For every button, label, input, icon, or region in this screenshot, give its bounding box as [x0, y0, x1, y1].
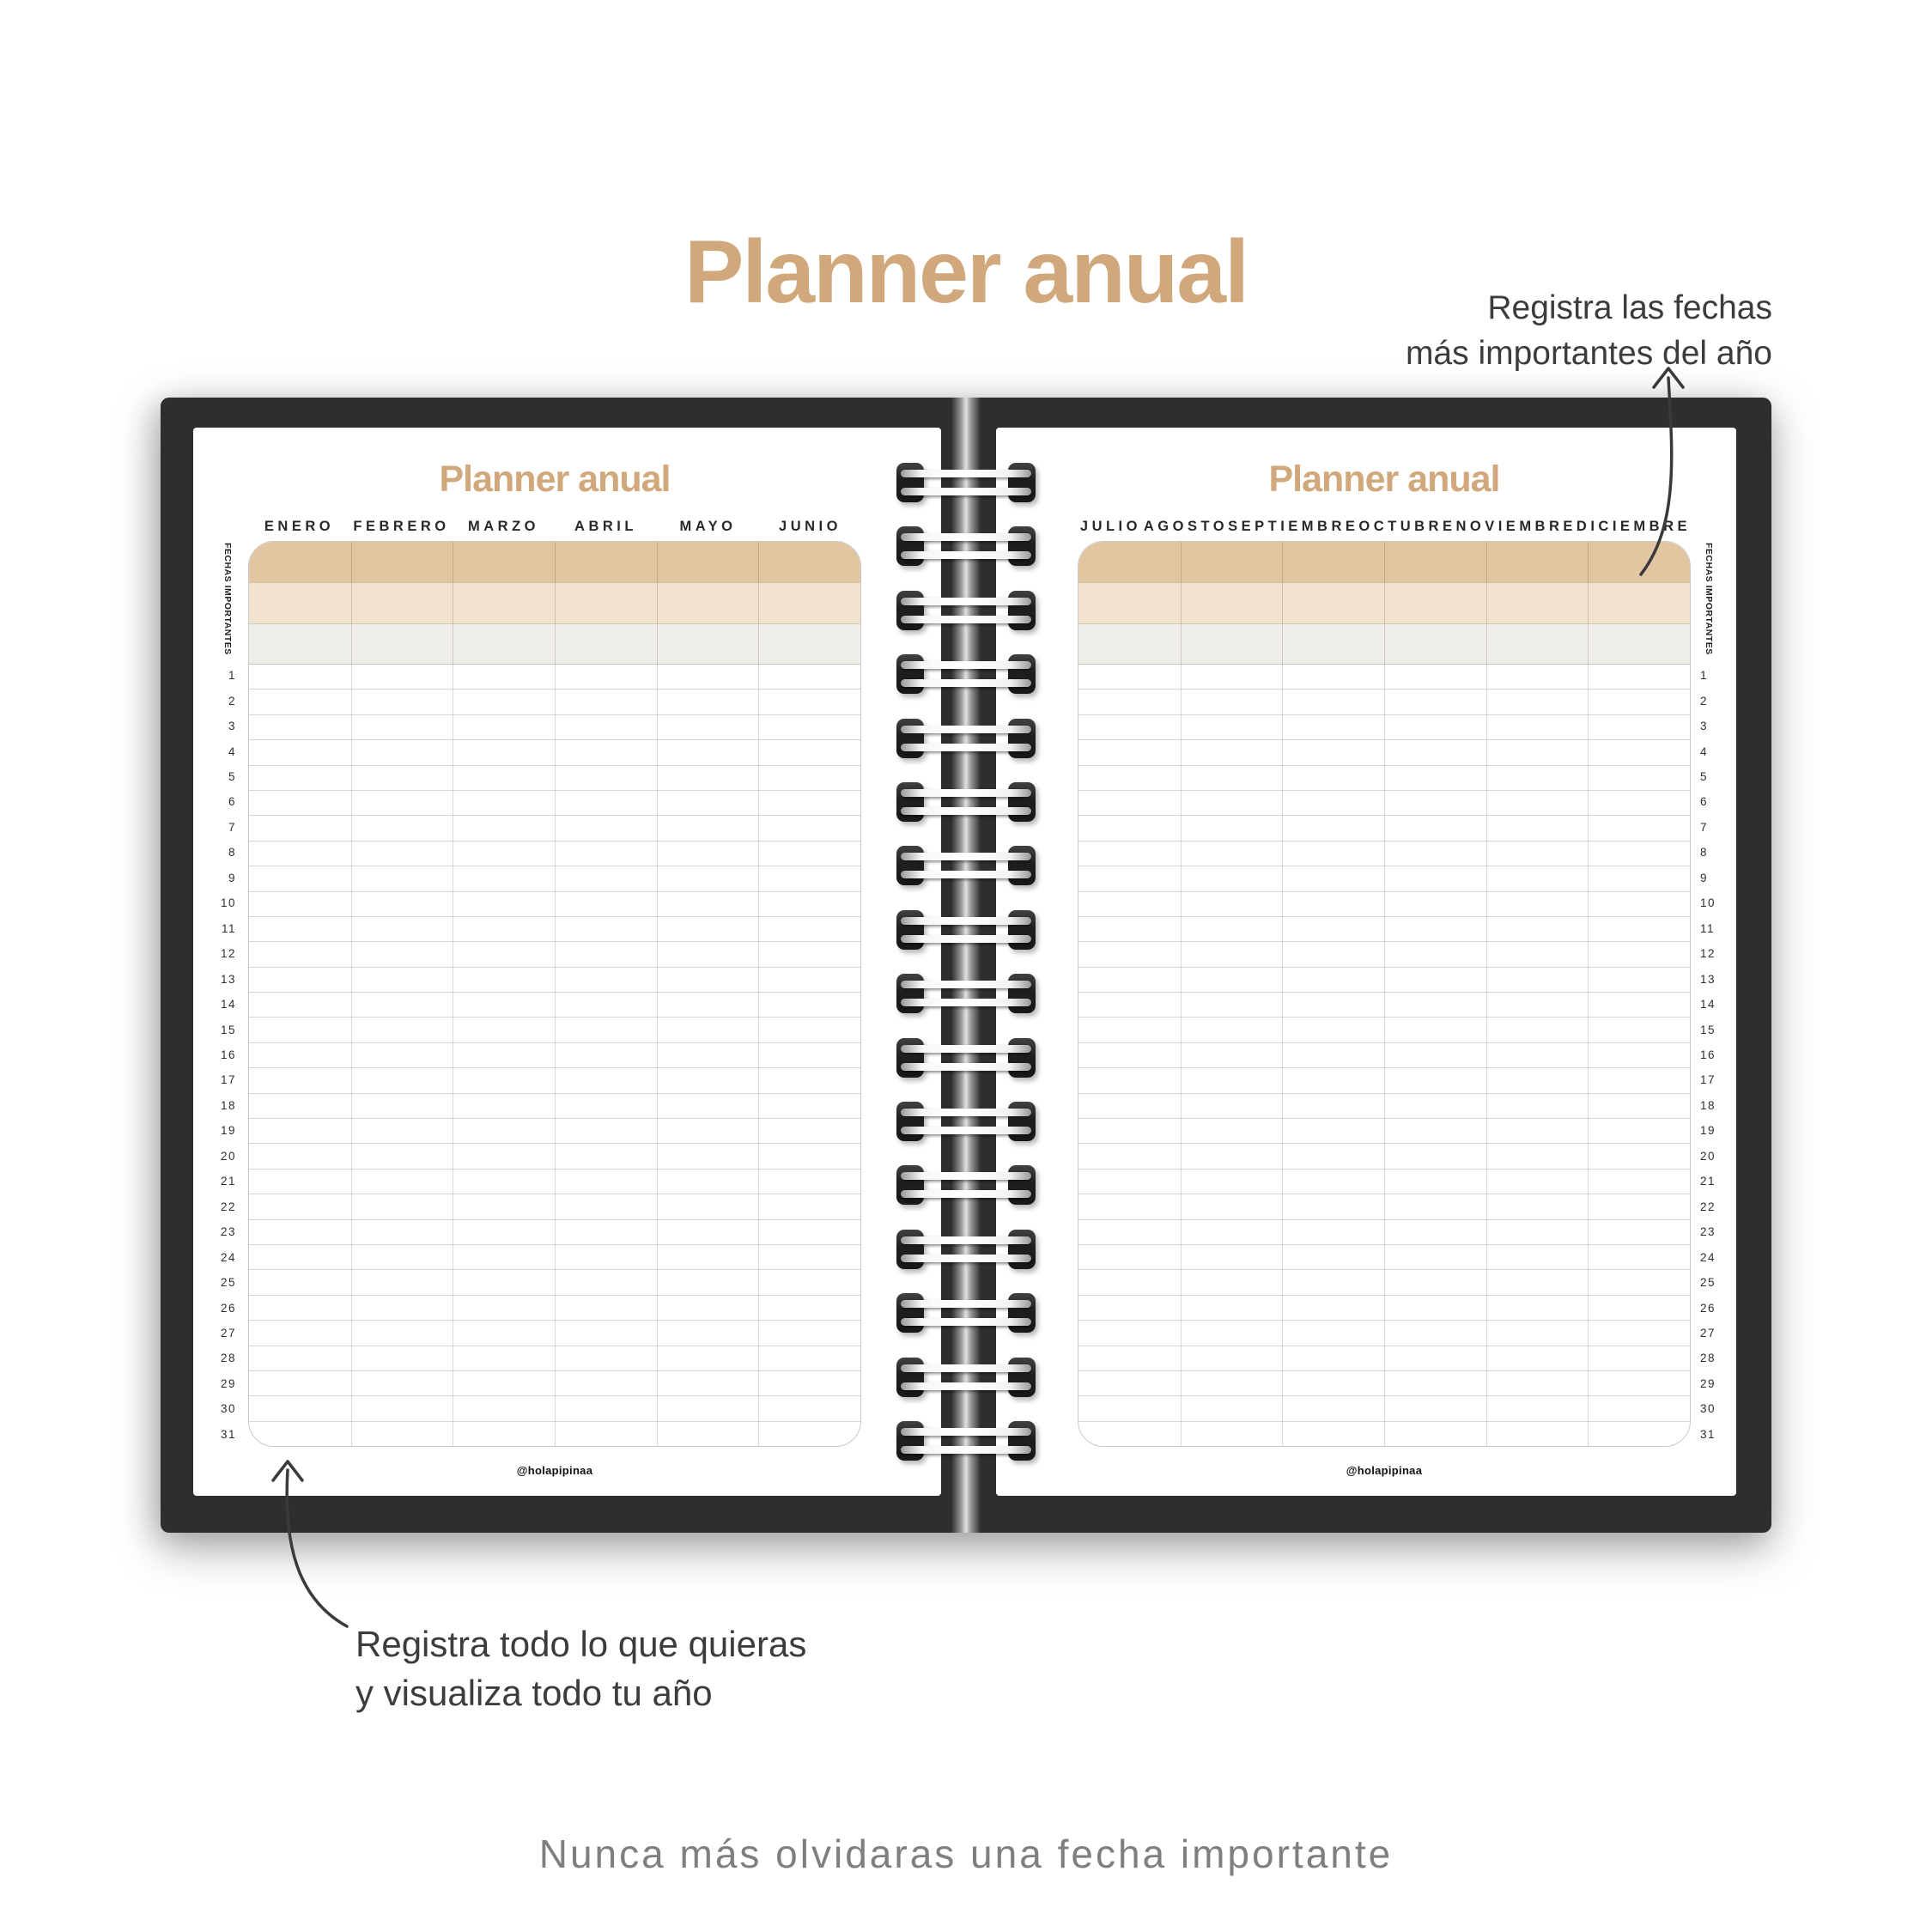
day-number: 27	[1700, 1327, 1716, 1340]
ring-hole-right	[1008, 782, 1036, 822]
ring-hole-right	[1008, 910, 1036, 950]
spiral-ring	[896, 974, 1036, 1013]
day-row	[1078, 1346, 1690, 1370]
ring-wire-bottom	[901, 616, 1031, 623]
page-title: Planner anual	[1268, 459, 1500, 500]
day-row	[249, 664, 860, 689]
ring-wire-bottom	[901, 488, 1031, 495]
day-row	[1078, 1219, 1690, 1244]
important-dates-side-label: FECHAS IMPORTANTES	[222, 543, 233, 655]
day-number: 28	[220, 1352, 236, 1365]
ring-wire-top	[901, 1109, 1031, 1116]
day-number: 18	[1700, 1098, 1716, 1112]
spiral-ring	[896, 1293, 1036, 1333]
important-dates-band-2	[249, 582, 860, 623]
day-number: 15	[220, 1023, 236, 1036]
day-number: 29	[1700, 1376, 1716, 1390]
day-row	[1078, 739, 1690, 764]
important-dates-band-1	[1078, 542, 1690, 582]
day-number: 19	[220, 1124, 236, 1138]
ring-wire-top	[901, 598, 1031, 605]
month-label: NOVIEMBRE	[1455, 519, 1577, 534]
spiral-ring	[896, 463, 1036, 502]
watermark: @holapipinaa	[1346, 1464, 1423, 1477]
watermark: @holapipinaa	[516, 1464, 593, 1477]
day-number: 4	[1700, 744, 1709, 758]
ring-wire-top	[901, 726, 1031, 733]
important-dates-band-3	[1078, 623, 1690, 664]
day-number: 8	[1700, 846, 1709, 860]
day-row	[249, 1169, 860, 1194]
month-label: JULIO	[1079, 519, 1141, 534]
day-row	[249, 841, 860, 866]
main-title: Planner anual	[684, 222, 1248, 322]
important-dates-band-2	[1078, 582, 1690, 623]
day-row	[1078, 841, 1690, 866]
ring-wire-top	[901, 981, 1031, 988]
day-row	[249, 1320, 860, 1345]
ring-hole-left	[896, 1230, 924, 1269]
spiral-ring	[896, 1230, 1036, 1269]
day-number: 3	[228, 720, 236, 733]
spiral-ring	[896, 591, 1036, 630]
day-number: 20	[1700, 1149, 1716, 1163]
ring-hole-left	[896, 782, 924, 822]
day-number: 21	[1700, 1175, 1716, 1188]
ring-wire-top	[901, 1300, 1031, 1308]
spiral-ring	[896, 1165, 1036, 1205]
spiral-ring	[896, 910, 1036, 950]
annotation-top-right-line1: Registra las fechas	[1487, 289, 1772, 326]
day-number: 24	[220, 1250, 236, 1264]
day-number: 14	[1700, 998, 1716, 1012]
day-row	[249, 815, 860, 840]
month-label: MAYO	[679, 519, 737, 534]
day-row	[1078, 1421, 1690, 1446]
day-number: 13	[220, 972, 236, 986]
ring-hole-right	[1008, 1293, 1036, 1333]
day-number: 10	[1700, 896, 1716, 910]
day-row	[249, 1346, 860, 1370]
ring-wire-bottom	[901, 935, 1031, 943]
day-number: 13	[1700, 972, 1716, 986]
day-number: 6	[1700, 795, 1709, 809]
planner-page-left	[193, 428, 941, 1496]
ring-hole-left	[896, 719, 924, 758]
day-number: 8	[228, 846, 236, 860]
ring-hole-left	[896, 526, 924, 566]
day-number: 6	[228, 795, 236, 809]
month-label: FEBRERO	[353, 519, 450, 534]
planner-table	[1078, 541, 1691, 1447]
important-dates-band-1	[249, 542, 860, 582]
day-row	[1078, 916, 1690, 941]
day-row	[1078, 1143, 1690, 1168]
month-label: ENERO	[264, 519, 335, 534]
day-row	[249, 1295, 860, 1320]
day-row	[1078, 1067, 1690, 1092]
ring-hole-left	[896, 463, 924, 502]
ring-hole-left	[896, 654, 924, 694]
ring-wire-bottom	[901, 744, 1031, 751]
ring-hole-left	[896, 1038, 924, 1078]
day-row	[1078, 1320, 1690, 1345]
day-numbers-column	[1700, 663, 1736, 1447]
ring-wire-top	[901, 470, 1031, 477]
annotation-top-right	[1406, 285, 1772, 376]
day-row	[1078, 1118, 1690, 1143]
planner-page-right	[996, 428, 1736, 1496]
day-row	[1078, 714, 1690, 739]
day-row	[1078, 941, 1690, 966]
day-row	[1078, 790, 1690, 815]
day-number: 31	[220, 1427, 236, 1441]
ring-hole-right	[1008, 1038, 1036, 1078]
day-number: 27	[220, 1327, 236, 1340]
ring-wire-top	[901, 1045, 1031, 1053]
spiral-ring	[896, 526, 1036, 566]
day-number: 11	[221, 921, 236, 935]
spiral-ring	[896, 654, 1036, 694]
day-number: 26	[1700, 1301, 1716, 1315]
ring-wire-top	[901, 1364, 1031, 1372]
day-number: 23	[1700, 1225, 1716, 1239]
day-number: 1	[1700, 669, 1709, 683]
day-row	[1078, 664, 1690, 689]
day-row	[1078, 1295, 1690, 1320]
ring-wire-top	[901, 1236, 1031, 1244]
ring-wire-top	[901, 853, 1031, 860]
day-row	[249, 866, 860, 890]
day-number: 11	[1700, 921, 1716, 935]
day-number: 22	[220, 1200, 236, 1213]
day-number: 1	[228, 669, 236, 683]
day-row	[1078, 765, 1690, 790]
day-number: 5	[1700, 770, 1709, 784]
ring-hole-right	[1008, 591, 1036, 630]
day-row	[249, 765, 860, 790]
day-row	[1078, 1395, 1690, 1420]
day-row	[249, 1244, 860, 1269]
ring-wire-bottom	[901, 999, 1031, 1006]
day-row	[249, 1269, 860, 1294]
day-number: 31	[1700, 1427, 1716, 1441]
day-row	[1078, 1269, 1690, 1294]
ring-hole-left	[896, 974, 924, 1013]
day-row	[1078, 891, 1690, 916]
day-number: 25	[220, 1276, 236, 1290]
ring-hole-left	[896, 1165, 924, 1205]
ring-hole-left	[896, 846, 924, 885]
day-number: 7	[1700, 820, 1709, 834]
day-row	[1078, 1370, 1690, 1395]
day-number: 20	[220, 1149, 236, 1163]
ring-hole-right	[1008, 846, 1036, 885]
day-number: 16	[220, 1048, 236, 1062]
ring-wire-bottom	[901, 1382, 1031, 1390]
day-row	[249, 1067, 860, 1092]
day-rows	[249, 664, 860, 1446]
month-label: JUNIO	[779, 519, 841, 534]
day-row	[1078, 1042, 1690, 1067]
month-label: AGOSTO	[1143, 519, 1229, 534]
ring-wire-top	[901, 789, 1031, 797]
day-row	[1078, 1017, 1690, 1042]
day-row	[249, 1017, 860, 1042]
day-row	[1078, 866, 1690, 890]
month-label: MARZO	[468, 519, 539, 534]
day-number: 9	[228, 871, 236, 884]
day-number: 2	[1700, 694, 1709, 708]
month-label: SEPTIEMBRE	[1228, 519, 1359, 534]
ring-hole-left	[896, 1102, 924, 1141]
day-number: 12	[220, 947, 236, 961]
day-number: 28	[1700, 1352, 1716, 1365]
ring-wire-top	[901, 661, 1031, 669]
day-row	[249, 1143, 860, 1168]
months-header	[248, 519, 861, 541]
day-row	[249, 1118, 860, 1143]
ring-hole-right	[1008, 1165, 1036, 1205]
day-number: 10	[220, 896, 236, 910]
day-row	[249, 1370, 860, 1395]
day-number: 29	[220, 1376, 236, 1390]
important-dates-band-3	[249, 623, 860, 664]
planner-table	[248, 541, 861, 1447]
day-numbers-column	[200, 663, 236, 1447]
month-label: DICIEMBRE	[1576, 519, 1691, 534]
day-row	[249, 891, 860, 916]
ring-hole-right	[1008, 1358, 1036, 1397]
day-number: 15	[1700, 1023, 1716, 1036]
day-rows	[1078, 664, 1690, 1446]
day-row	[249, 1093, 860, 1118]
ring-wire-bottom	[901, 1190, 1031, 1198]
day-row	[1078, 815, 1690, 840]
day-row	[249, 967, 860, 992]
ring-hole-right	[1008, 654, 1036, 694]
ring-hole-left	[896, 1293, 924, 1333]
ring-wire-top	[901, 1428, 1031, 1436]
day-row	[249, 714, 860, 739]
day-number: 19	[1700, 1124, 1716, 1138]
day-row	[249, 790, 860, 815]
spiral-binding	[896, 398, 1036, 1533]
day-number: 21	[220, 1175, 236, 1188]
ring-wire-bottom	[901, 807, 1031, 815]
day-row	[249, 992, 860, 1017]
ring-wire-top	[901, 533, 1031, 541]
ring-hole-right	[1008, 1230, 1036, 1269]
month-label: OCTUBRE	[1358, 519, 1456, 534]
day-row	[249, 689, 860, 714]
day-number: 14	[220, 998, 236, 1012]
ring-wire-bottom	[901, 1255, 1031, 1262]
ring-hole-right	[1008, 1421, 1036, 1461]
ring-hole-left	[896, 591, 924, 630]
day-number: 17	[1700, 1073, 1716, 1087]
day-row	[1078, 992, 1690, 1017]
annotation-bottom-left-line2: y visualiza todo tu año	[355, 1673, 713, 1714]
day-row	[249, 739, 860, 764]
day-row	[249, 916, 860, 941]
spiral-ring	[896, 846, 1036, 885]
annotation-bottom-left-line1: Registra todo lo que quieras	[355, 1624, 807, 1664]
ring-wire-bottom	[901, 551, 1031, 559]
day-number: 7	[228, 820, 236, 834]
day-number: 16	[1700, 1048, 1716, 1062]
ring-hole-right	[1008, 463, 1036, 502]
day-number: 26	[220, 1301, 236, 1315]
day-row	[249, 1421, 860, 1446]
day-number: 4	[228, 744, 236, 758]
day-number: 30	[1700, 1402, 1716, 1416]
annotation-bottom-left	[355, 1619, 806, 1717]
day-number: 24	[1700, 1250, 1716, 1264]
day-number: 3	[1700, 720, 1709, 733]
ring-hole-right	[1008, 526, 1036, 566]
ring-wire-bottom	[901, 1127, 1031, 1134]
day-number: 17	[220, 1073, 236, 1087]
months-header	[1078, 519, 1691, 541]
ring-hole-left	[896, 1358, 924, 1397]
day-number: 22	[1700, 1200, 1716, 1213]
day-row	[1078, 1169, 1690, 1194]
annotation-top-right-line2: más importantes del año	[1405, 335, 1772, 373]
ring-wire-bottom	[901, 1446, 1031, 1454]
day-number: 5	[228, 770, 236, 784]
page-title: Planner anual	[439, 459, 671, 500]
day-row	[1078, 1244, 1690, 1269]
day-number: 30	[220, 1402, 236, 1416]
important-dates-side-label: FECHAS IMPORTANTES	[1704, 543, 1714, 655]
ring-wire-bottom	[901, 1318, 1031, 1326]
day-number: 25	[1700, 1276, 1716, 1290]
day-row	[249, 941, 860, 966]
day-number: 9	[1700, 871, 1709, 884]
spiral-ring	[896, 719, 1036, 758]
day-row	[1078, 1194, 1690, 1218]
day-row	[249, 1194, 860, 1218]
ring-hole-left	[896, 910, 924, 950]
tagline: Nunca más olvidaras una fecha importante	[538, 1832, 1394, 1876]
ring-wire-top	[901, 917, 1031, 925]
ring-wire-bottom	[901, 871, 1031, 878]
ring-hole-right	[1008, 974, 1036, 1013]
day-row	[1078, 689, 1690, 714]
spiral-ring	[896, 1038, 1036, 1078]
ring-hole-right	[1008, 1102, 1036, 1141]
day-number: 23	[220, 1225, 236, 1239]
ring-hole-left	[896, 1421, 924, 1461]
day-row	[1078, 967, 1690, 992]
ring-wire-bottom	[901, 1063, 1031, 1071]
spiral-ring	[896, 1102, 1036, 1141]
day-number: 12	[1700, 947, 1716, 961]
day-row	[249, 1042, 860, 1067]
month-label: ABRIL	[574, 519, 637, 534]
ring-wire-bottom	[901, 679, 1031, 687]
day-row	[249, 1219, 860, 1244]
spiral-ring	[896, 1358, 1036, 1397]
ring-wire-top	[901, 1172, 1031, 1180]
planner-notebook	[161, 398, 1771, 1533]
spiral-ring	[896, 782, 1036, 822]
spiral-ring	[896, 1421, 1036, 1461]
day-row	[249, 1395, 860, 1420]
ring-hole-right	[1008, 719, 1036, 758]
day-number: 18	[220, 1098, 236, 1112]
day-number: 2	[228, 694, 236, 708]
day-row	[1078, 1093, 1690, 1118]
